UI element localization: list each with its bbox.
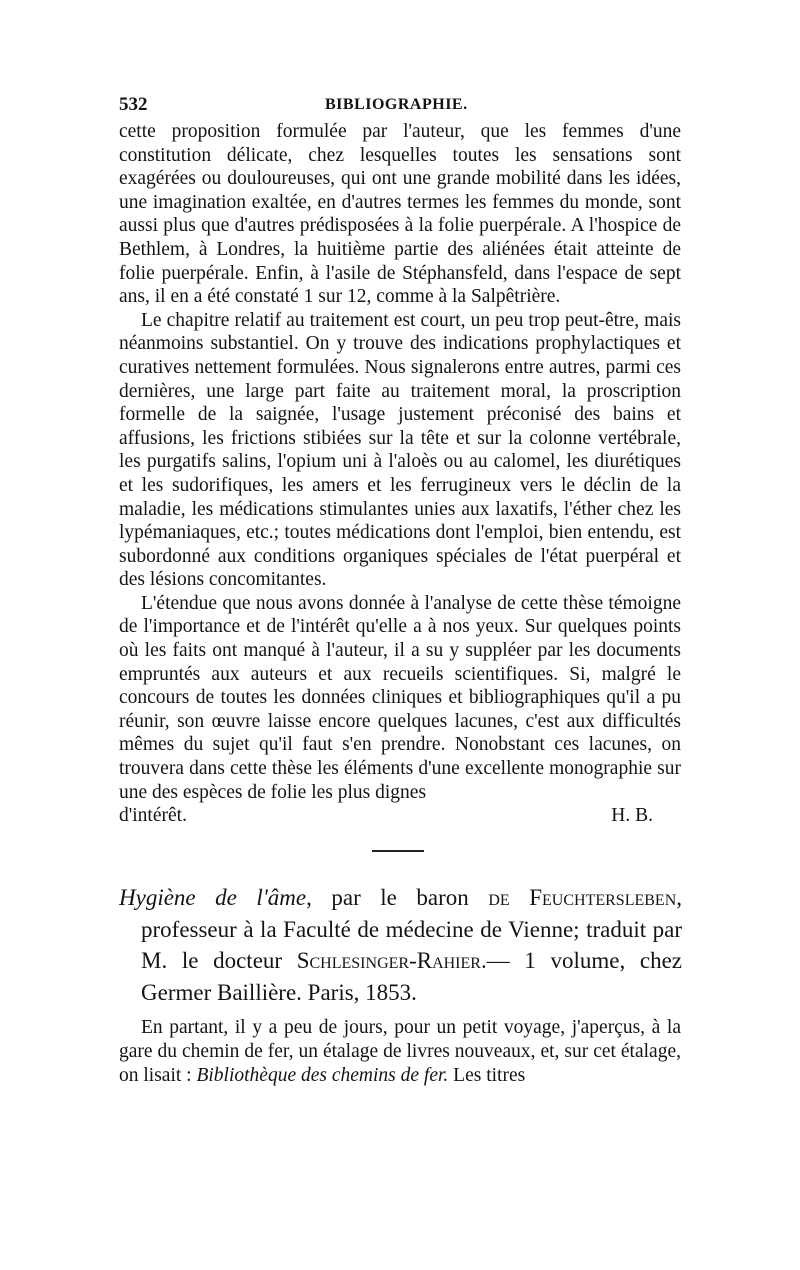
book-publication: — 1 volume, chez Germer Baillière. Paris, 1853. — [141, 948, 683, 1005]
review-continuation — [119, 120, 681, 828]
review-text: En partant, il y a peu de jours, pour un petit voyage, j'aperçus, à la gare du chemin de fer, un étalage de livres nouveaux, et, sur cet étalage, on lisait : — [119, 1017, 681, 1086]
closing-text: d'intérêt. — [119, 805, 187, 827]
book-translator: Schlesinger-Rahier. — [296, 948, 487, 973]
paragraph: L'étendue que nous avons donnée à l'analyse de cette thèse témoigne de l'importance et de l'intérêt qu'elle a à nos yeux. Sur quelques points où les faits ont manqué à l'auteur, il a su y suppléer par les documents empruntés aux auteurs et aux recueils scientifiques. Si, malgré le concours de toutes les données cliniques et bibliographiques qu'il a pu réunir, son œuvre laisse encore quelques lacunes, c'est aux difficultés mêmes du sujet qu'il faut s'en prendre. Nonobstant ces lacunes, on trouvera dans cette thèse les éléments d'une excellente monographie sur une des espèces de folie les plus dignes — [119, 592, 681, 803]
review-body — [119, 1016, 681, 1088]
review-heading — [119, 882, 682, 1008]
reviewer-signature: H. B. — [611, 805, 653, 827]
review-text-end: Les titres — [453, 1065, 526, 1086]
paragraph: cette proposition formulée par l'auteur, que les femmes d'une constitution délicate, chez lesquelles toutes les sensations sont exagérées ou douloureuses, qui ont une grande mobilité dans les idées, une imagination exaltée, en d'autres termes les femmes du monde, sont aussi plus que d'autres prédisposées à la folie puerpérale. A l'hospice de Bethlem, à Londres, la huitième partie des aliénées était atteinte de folie puerpérale. Enfin, à l'asile de Stéphansfeld, dans l'espace de sept ans, il en a été constaté 1 sur 12, comme à la Salpêtrière. — [119, 121, 681, 308]
series-title: Bibliothèque des chemins de fer. — [196, 1065, 449, 1086]
book-title: Hygiène de l'âme — [119, 885, 307, 910]
running-head: BIBLIOGRAPHIE. — [325, 96, 468, 113]
page-number: 532 — [119, 94, 148, 115]
book-author: de Feuchtersleben — [488, 885, 677, 910]
book-affiliation: , professeur à la Faculté de médecine de Vienne; traduit par M. le docteur — [141, 885, 682, 973]
closing-line — [119, 804, 681, 828]
book-by: , par le baron — [306, 885, 469, 910]
page-header — [119, 94, 679, 118]
paragraph: Le chapitre relatif au traitement est court, un peu trop peut-être, mais néanmoins substantiel. On y trouve des indications prophylactiques et curatives nettement formulées. Nous signalerons entre autres, parmi ces dernières, une large part faite au traitement moral, la proscription formelle de la saignée, l'usage justement préconisé des bains et affusions, les frictions stibiées sur la tête et sur la colonne vertébrale, les purgatifs salins, l'opium uni à l'aloès ou au calomel, les diurétiques et les sudorifiques, les amers et les ferrugineux vers le déclin de la maladie, les médications stimulantes unies aux laxatifs, l'éther chez les lypémaniaques, etc.; toutes médications dont l'emploi, bien entendu, est subordonné aux conditions organiques spéciales de l'état puerpéral et des lésions concomitantes. — [119, 309, 681, 591]
section-divider — [372, 850, 424, 852]
